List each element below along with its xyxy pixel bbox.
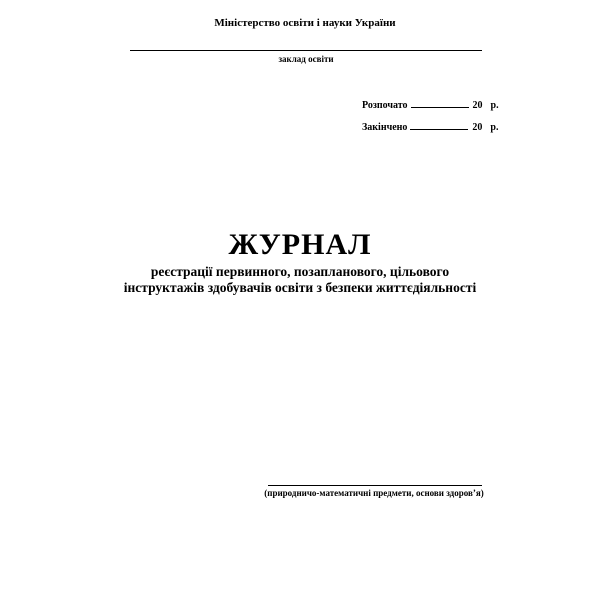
finished-date-row <box>362 120 498 133</box>
started-label: Розпочато <box>362 100 408 111</box>
finished-year-prefix: 20 <box>472 122 483 133</box>
started-year-prefix: 20 <box>472 100 483 111</box>
finished-year-suffix: р. <box>490 122 499 133</box>
subtitle-line-2: інструктажів здобувачів освіти з безпеки життєдіяльності <box>123 280 477 295</box>
finished-date-blank <box>410 120 468 130</box>
institution-label: заклад освіти <box>278 54 334 64</box>
finished-label: Закінчено <box>362 122 408 133</box>
started-date-blank <box>411 98 469 108</box>
started-year-suffix: р. <box>490 100 499 111</box>
subtitle-line-1: реєстрації первинного, позапланового, цільового <box>150 264 450 279</box>
journal-subtitle <box>60 264 540 296</box>
ministry-heading: Міністерство освіти і науки України <box>214 17 396 29</box>
journal-title: ЖУРНАЛ <box>228 228 372 261</box>
subject-label: (природничо-математичні предмети, основи здоров’я) <box>264 488 484 498</box>
institution-fill-line <box>130 50 482 51</box>
started-date-row <box>362 98 499 111</box>
subject-fill-line <box>268 485 482 486</box>
